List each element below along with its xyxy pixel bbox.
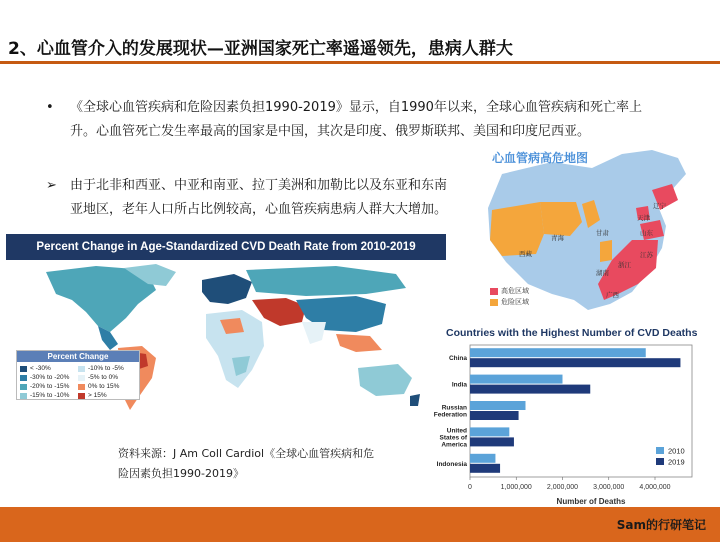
footer-bar: [0, 507, 720, 542]
x-tick-label: 4,000,000: [639, 484, 671, 491]
legend-swatch: [78, 384, 85, 390]
x-tick-label: 3,000,000: [593, 484, 625, 491]
legend-high-risk: 高危区域: [490, 286, 529, 297]
legend-label: -5% to 0%: [88, 374, 118, 381]
legend-item: [20, 382, 78, 391]
legend-label-2010: 2010: [668, 446, 685, 456]
category-label: Indonesia: [436, 460, 467, 468]
bullet-1-line-2: 升。心血管死亡发生率最高的国家是中国，其次是印度、俄罗斯联邦、美国和印度尼西亚。: [70, 124, 591, 139]
legend-label: -30% to -20%: [30, 374, 70, 381]
bullet-dot: •: [46, 100, 54, 115]
source-line-2: 险因素负担1990-2019》: [118, 467, 244, 480]
category-label: China: [448, 355, 467, 363]
bullet-2-line-1: 由于北非和西亚、中亚和南亚、拉丁美洲和加勒比以及东亚和东南: [70, 178, 448, 193]
legend-item: [20, 373, 78, 382]
legend-swatch: [20, 384, 27, 390]
legend-label: 0% to 15%: [88, 383, 120, 390]
bar-chart-title: Countries with the Highest Number of CVD Deaths: [446, 327, 698, 339]
legend-grid: [17, 362, 139, 402]
x-tick-label: 2,000,000: [546, 484, 579, 491]
bar-2019: [470, 385, 590, 394]
prov-label-xizang: 西藏: [519, 250, 532, 258]
china-map-title: 心血管病高危地图: [492, 151, 589, 165]
prov-label-jiangsu: 江苏: [640, 251, 653, 259]
region-xizang: [490, 202, 544, 256]
page-title: 2、心血管介入的发展现状—亚洲国家死亡率遥遥领先，患病人群大: [8, 39, 513, 59]
bar-2010: [470, 427, 509, 436]
bullet-2: [46, 174, 486, 222]
bar-2019: [470, 411, 519, 420]
legend-title: Percent Change: [17, 351, 139, 362]
world-map-legend: [16, 350, 140, 400]
legend-risk: 危险区域: [490, 297, 529, 308]
region-chongqing: [600, 240, 612, 262]
arrow-bullet-icon: ➢: [46, 178, 57, 193]
legend-swatch: [20, 375, 27, 381]
source-line-1: 资料来源：J Am Coll Cardiol《全球心血管疾病和危: [118, 447, 375, 460]
source-note: [118, 444, 418, 484]
legend-swatch: [78, 393, 85, 399]
legend-label: -20% to -15%: [30, 383, 70, 390]
cvd-deaths-bar-chart: [433, 325, 710, 510]
bullet-1: [46, 96, 706, 144]
bar-2010: [470, 375, 563, 384]
legend-swatch-2010: [656, 447, 664, 454]
china-map-legend: [490, 286, 529, 308]
bar-2010: [470, 454, 495, 463]
prov-label-guangxi: 广西: [606, 291, 619, 299]
prov-label-qinghai: 青海: [551, 234, 564, 242]
legend-label: > 15%: [88, 392, 107, 399]
prov-label-zhejiang: 浙江: [618, 261, 631, 269]
category-label: India: [451, 381, 467, 389]
bar-2019: [470, 358, 680, 367]
legend-item: [20, 364, 78, 373]
legend-label: < -30%: [30, 365, 51, 372]
legend-swatch-2019: [656, 458, 664, 465]
title-bar: [0, 0, 720, 60]
prov-label-shandong: 山东: [640, 229, 653, 237]
world-map-title: Percent Change in Age-Standardized CVD Death Rate from 2010-2019: [6, 234, 446, 260]
legend-swatch: [78, 366, 85, 372]
bar-2019: [470, 437, 514, 446]
prov-label-liaoning: 辽宁: [653, 202, 666, 210]
x-axis-label: Number of Deaths: [556, 497, 626, 506]
legend-label: -10% to -5%: [88, 365, 124, 372]
legend-item: [20, 391, 78, 400]
prov-label-hunan: 湖南: [596, 269, 609, 277]
legend-item: [78, 382, 136, 391]
x-tick-label: 0: [468, 484, 472, 491]
legend-item: [78, 391, 136, 400]
legend-item: [78, 373, 136, 382]
footer-brand: Sam的行研笔记: [616, 518, 706, 532]
x-tick-label: 1,000,000: [500, 484, 532, 491]
bar-2010: [470, 401, 526, 410]
legend-label: -15% to -10%: [30, 392, 70, 399]
legend-swatch: [78, 375, 85, 381]
bar-2019: [470, 464, 500, 473]
legend-swatch: [20, 393, 27, 399]
legend-label-2019: 2019: [668, 457, 685, 467]
bar-2010: [470, 348, 646, 357]
category-label: Russian Federation: [433, 404, 467, 419]
category-label: United States of America: [439, 427, 467, 449]
prov-label-gansu: 甘肃: [596, 229, 609, 237]
legend-swatch: [20, 366, 27, 372]
title-divider: [0, 61, 720, 64]
bullet-2-line-2: 亚地区，老年人口所占比例较高，心血管疾病患病人群大大增加。: [70, 202, 448, 217]
legend-item: [78, 364, 136, 373]
bullet-1-line-1: 《全球心血管疾病和危险因素负担1990-2019》显示，自1990年以来，全球心血管疾病和死亡率上: [70, 100, 642, 115]
prov-label-tianjin: 天津: [637, 214, 650, 222]
